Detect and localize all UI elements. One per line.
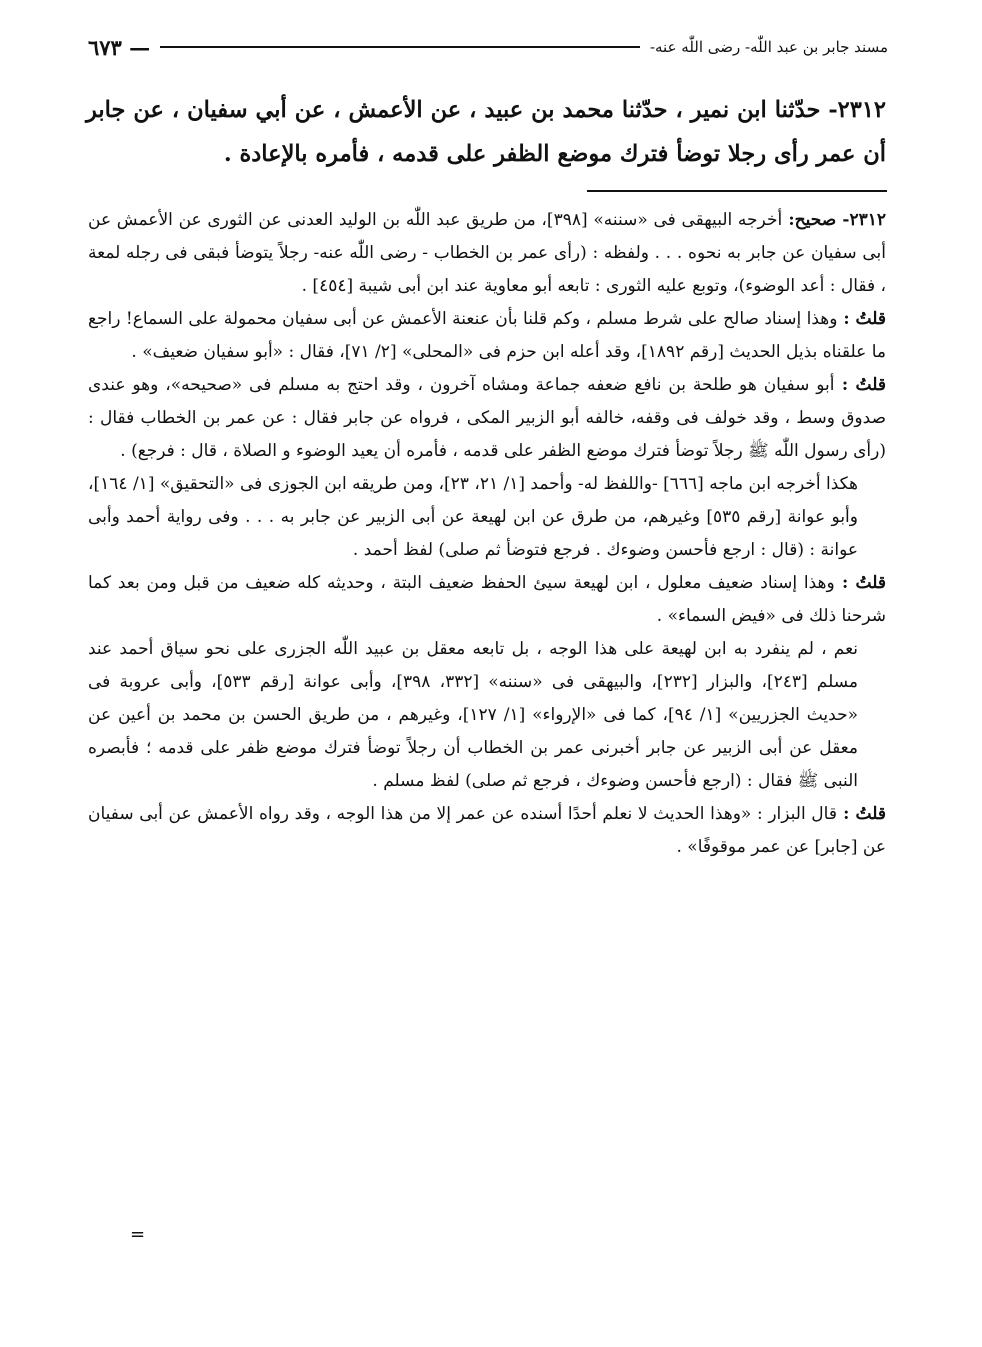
footnote-lead: ٢٣١٢- صحيح: <box>782 210 887 230</box>
page-header <box>88 30 888 64</box>
footnote-text: نعم ، لم ينفرد به ابن لهيعة على هذا الوجه ، بل تابعه معقل بن عبيد اللّٰه الجزرى على نحو سياق أحمد عند مسلم [٢٤٣]، والبزار [٢٣٢]، والبيهقى فى «سننه» [٣٣٢، ٣٩٨]، وأبى عوانة [رقم ٥٣٣]، وأبى عروبة فى «حديث الجزريين» [١/ ٩٤]، كما فى «الإرواء» [١/ ١٢٧]، وغيرهم ، من طريق الحسن بن محمد بن أعين عن معقل عن أبى الزبير عن جابر أخبرنى عمر بن الخطاب أن رجلاً توضأ فترك موضع ظفر على قدمه ؛ فأبصره النبى ﷺ فقال : (ارجع فأحسن وضوءك ، فرجع ثم صلى) لفظ مسلم . <box>88 639 858 791</box>
footnote-separator <box>587 190 887 192</box>
footnote-text: وهذا إسناد صالح على شرط مسلم ، وكم قلنا بأن عنعنة الأعمش عن أبى سفيان محمولة على السماع! راجع ما علقناه بذيل الحديث [رقم ١٨٩٢]، وقد أعله ابن حزم فى «المحلى» [٢/ ٧١]، فقال : «أبو سفيان ضعيف» . <box>88 309 886 362</box>
footnote-lead: قلتُ : <box>837 309 886 329</box>
footnote-paragraph <box>88 303 886 369</box>
footnote-paragraph <box>88 204 886 303</box>
footnote-text: أبو سفيان هو طلحة بن نافع ضعفه جماعة ومشاه آخرون ، وقد احتج به مسلم فى «صحيحه»، وهو عندى صدوق وسط ، وقد خولف فى وقفه، خالفه أبو الزبير المكى ، فرواه عن جابر فقال : عن عمر بن الخطاب فقال : (رأى رسول اللّٰه ﷺ رجلاً توضأ فترك موضع الظفر على قدمه ، فأمره أن يعيد الوضوء و الصلاة ، قال : فرجع) . <box>88 375 886 461</box>
footnote-paragraph <box>88 567 886 633</box>
hadith-text <box>86 88 886 176</box>
footnote-text: وهذا إسناد ضعيف معلول ، ابن لهيعة سيئ الحفظ ضعيف البتة ، وحديثه كله ضعيف من قبل ومن بعد كما شرحنا ذلك فى «فيض السماء» . <box>88 573 886 626</box>
hadith-number: ٢٣١٢- <box>820 97 887 123</box>
footnote-lead: قلتُ : <box>834 573 887 593</box>
footnote-lead: قلتُ : <box>834 375 887 395</box>
footnote-paragraph <box>88 468 886 567</box>
page-number: — ٦٧٣ <box>88 34 151 60</box>
footnote-text: قال البزار : «وهذا الحديث لا نعلم أحدًا أسنده عن عمر إلا من هذا الوجه ، وقد رواه الأعمش عن أبى سفيان عن [جابر] عن عمر موقوفًا» . <box>88 804 886 857</box>
footnotes <box>88 204 886 864</box>
footnote-text: أخرجه البيهقى فى «سننه» [٣٩٨]، من طريق عبد اللّٰه بن الوليد العدنى عن الثورى عن الأعمش عن أبى سفيان عن جابر به نحوه . . . ولفظه : (رأى عمر بن الخطاب - رضى اللّٰه عنه- رجلاً يتوضأ فبقى فى رجله لمعة ، فقال : أعد الوضوء)، وتوبع عليه الثورى : تابعه أبو معاوية عند ابن أبى شيبة [٤٥٤] . <box>88 210 886 296</box>
footnote-paragraph <box>88 633 886 798</box>
running-title: مسند جابر بن عبد اللّٰه- رضى اللّٰه عنه- <box>649 38 888 56</box>
header-rule <box>160 46 640 48</box>
continuation-mark: = <box>130 1224 146 1245</box>
footnote-paragraph <box>88 798 886 864</box>
hadith-body: حدّثنا ابن نمير ، حدّثنا محمد بن عبيد ، عن الأعمش ، عن أبي سفيان ، عن جابر أن عمر رأى رجلا توضأ فترك موضع الظفر على قدمه ، فأمره بالإعادة . <box>86 97 886 167</box>
footnote-text: هكذا أخرجه ابن ماجه [٦٦٦] -واللفظ له- وأحمد [١/ ٢١، ٢٣]، ومن طريقه ابن الجوزى فى «التحقيق» [١/ ١٦٤]، وأبو عوانة [رقم ٥٣٥] وغيرهم، من طرق عن ابن لهيعة عن أبى الزبير عن جابر به . . . وفى رواية أحمد وأبى عوانة : (قال : ارجع فأحسن وضوءك . فرجع فتوضأ ثم صلى) لفظ أحمد . <box>88 474 858 560</box>
footnote-lead: قلتُ : <box>836 804 886 824</box>
footnote-paragraph <box>88 369 886 468</box>
